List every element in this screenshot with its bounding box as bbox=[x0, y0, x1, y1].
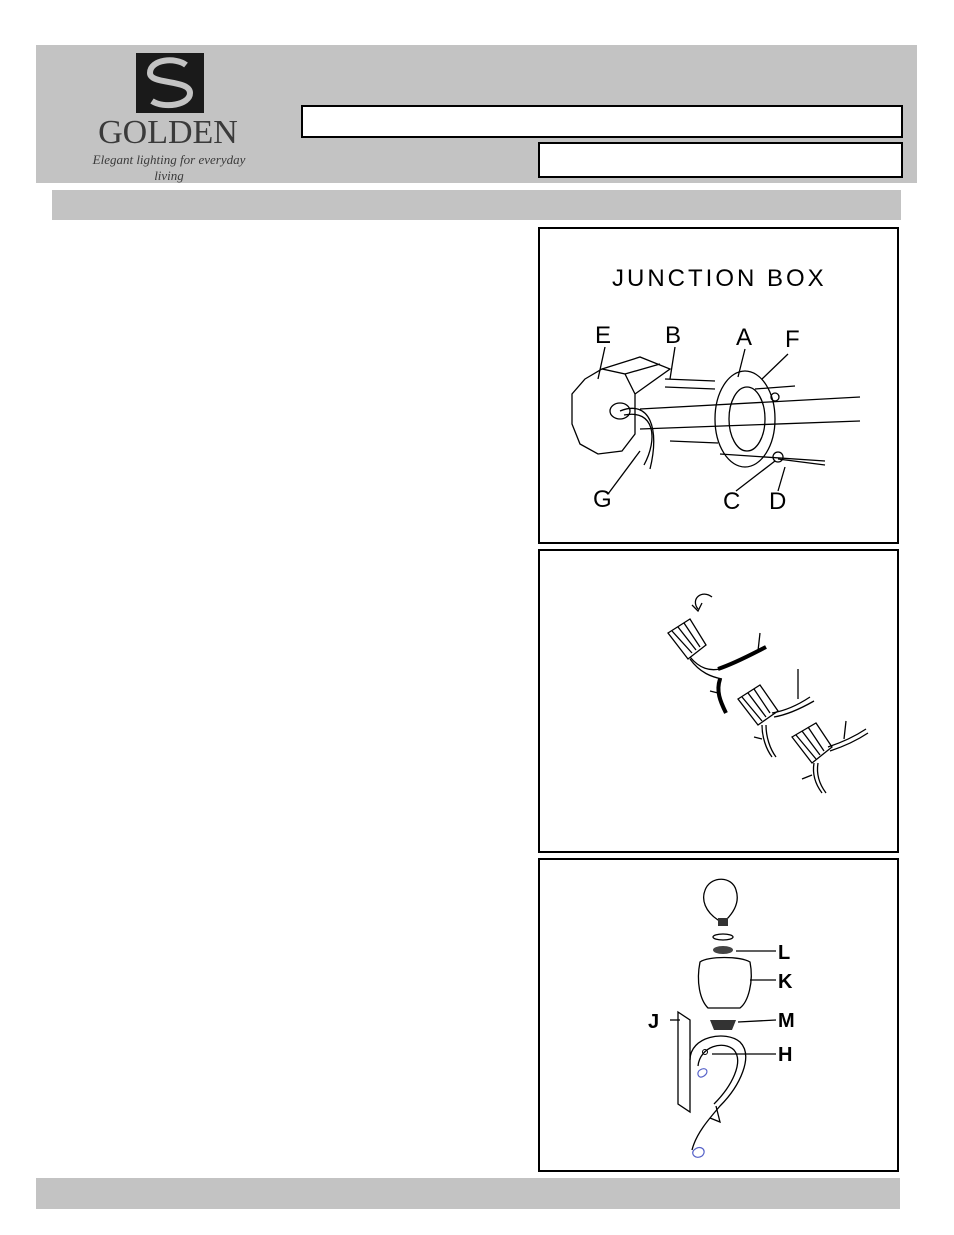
scroll-arm bbox=[690, 1036, 746, 1150]
glass-shade bbox=[698, 958, 751, 1009]
label-h: H bbox=[778, 1044, 793, 1066]
junction-box-diagram bbox=[540, 229, 897, 542]
title-box bbox=[301, 105, 903, 138]
socket-cup bbox=[710, 1020, 736, 1030]
section-band bbox=[52, 190, 901, 220]
brand-tagline: Elegant lighting for everyday living bbox=[92, 152, 246, 183]
logo-mark bbox=[136, 53, 204, 113]
logo-s-icon bbox=[136, 53, 204, 113]
label-k: K bbox=[778, 971, 793, 993]
junction-box-panel bbox=[538, 227, 899, 544]
retaining-ring bbox=[713, 946, 733, 954]
mounting-plate bbox=[715, 371, 775, 467]
light-bulb-icon bbox=[704, 879, 738, 920]
fixture-assembly-panel bbox=[538, 858, 899, 1172]
wire-connectors-diagram bbox=[540, 551, 897, 851]
label-f: F bbox=[785, 326, 800, 353]
wall-backplate bbox=[678, 1012, 690, 1112]
label-l: L bbox=[778, 942, 791, 964]
fixture-assembly-diagram bbox=[540, 860, 897, 1170]
subtitle-box bbox=[538, 142, 903, 178]
junction-box-title: JUNCTION BOX bbox=[612, 265, 827, 292]
label-j: J bbox=[648, 1011, 660, 1033]
label-c: C bbox=[723, 488, 741, 515]
label-d: D bbox=[769, 488, 787, 515]
twist-arrow-icon bbox=[695, 594, 712, 609]
label-a: A bbox=[736, 324, 753, 351]
wire-nut-2 bbox=[738, 685, 778, 725]
footer-band bbox=[36, 1178, 900, 1209]
wire-nut-3 bbox=[792, 723, 832, 763]
wire-connectors-panel bbox=[538, 549, 899, 853]
junction-box-body bbox=[572, 369, 635, 454]
label-b: B bbox=[665, 322, 682, 349]
label-m: M bbox=[778, 1010, 795, 1032]
label-e: E bbox=[595, 322, 612, 349]
label-g: G bbox=[593, 486, 612, 513]
brand-name: GOLDEN bbox=[98, 114, 238, 151]
